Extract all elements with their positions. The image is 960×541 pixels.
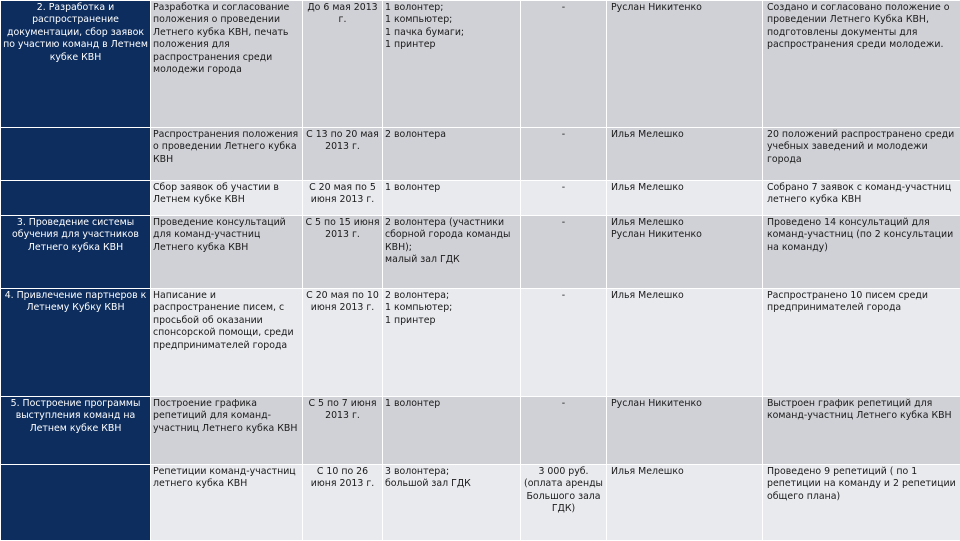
resources-cell: 3 волонтера; большой зал ГДК [383,465,521,541]
cost-cell: - [521,397,607,465]
resources-cell: 2 волонтера [383,128,521,181]
table-row [1,128,960,181]
cost-cell: - [521,181,607,216]
result-cell: Собрано 7 заявок с команд-участниц летнего кубка КВН [763,181,960,216]
responsible-cell: Илья Мелешко [607,181,763,216]
table-row [1,289,960,397]
result-cell: Создано и согласовано положение о проведении Летнего Кубка КВН, подготовлены документы для распространения среди молодежи. [763,1,960,128]
deadline-cell: С 5 по 7 июня 2013 г. [303,397,383,465]
activity-cell: Проведение консультаций для команд-участниц Летнего кубка КВН [151,216,303,289]
result-cell: 20 положений распространено среди учебных заведений и молодежи города [763,128,960,181]
activity-cell: Распространения положения о проведении Летнего кубка КВН [151,128,303,181]
resources-cell: 2 волонтера; 1 компьютер; 1 принтер [383,289,521,397]
stage-cell: 2. Разработка и распространение документации, сбор заявок по участию команд в Летнем кубке КВН [1,1,151,128]
stage-cell: 3. Проведение системы обучения для участников Летнего кубка КВН [1,216,151,289]
deadline-cell: С 20 мая по 5 июня 2013 г. [303,181,383,216]
activity-cell: Разработка и согласование положения о проведении Летнего кубка КВН, печать положения для распространения среди молодежи города [151,1,303,128]
resources-cell: 2 волонтера (участники сборной города команды КВН); малый зал ГДК [383,216,521,289]
table-row [1,181,960,216]
resources-cell: 1 волонтер [383,181,521,216]
result-cell: Проведено 9 репетиций ( по 1 репетиции на команду и 2 репетиции общего плана) [763,465,960,541]
activity-cell: Построение графика репетиций для команд-участниц Летнего кубка КВН [151,397,303,465]
deadline-cell: До 6 мая 2013 г. [303,1,383,128]
table-row [1,465,960,541]
stage-cell: 4. Привлечение партнеров к Летнему Кубку КВН [1,289,151,397]
stage-cell [1,128,151,181]
responsible-cell: Илья Мелешко Руслан Никитенко [607,216,763,289]
activity-cell: Сбор заявок об участии в Летнем кубке КВН [151,181,303,216]
resources-cell: 1 волонтер [383,397,521,465]
deadline-cell: С 10 по 26 июня 2013 г. [303,465,383,541]
cost-cell: - [521,128,607,181]
result-cell: Проведено 14 консультаций для команд-участниц (по 2 консультации на команду) [763,216,960,289]
responsible-cell: Илья Мелешко [607,465,763,541]
deadline-cell: С 20 мая по 10 июня 2013 г. [303,289,383,397]
deadline-cell: С 5 по 15 июня 2013 г. [303,216,383,289]
deadline-cell: С 13 по 20 мая 2013 г. [303,128,383,181]
responsible-cell: Руслан Никитенко [607,1,763,128]
stage-cell [1,465,151,541]
cost-cell: - [521,216,607,289]
cost-cell: 3 000 руб. (оплата аренды Большого зала ГДК) [521,465,607,541]
table-row [1,397,960,465]
responsible-cell: Руслан Никитенко [607,397,763,465]
table-row [1,1,960,128]
resources-cell: 1 волонтер; 1 компьютер; 1 пачка бумаги; 1 принтер [383,1,521,128]
responsible-cell: Илья Мелешко [607,289,763,397]
result-cell: Распространено 10 писем среди предпринимателей города [763,289,960,397]
stage-cell: 5. Построение программы выступления команд на Летнем кубке КВН [1,397,151,465]
cost-cell: - [521,1,607,128]
table-row [1,216,960,289]
cost-cell: - [521,289,607,397]
result-cell: Выстроен график репетиций для команд-участниц Летнего кубка КВН [763,397,960,465]
responsible-cell: Илья Мелешко [607,128,763,181]
stage-cell [1,181,151,216]
activity-cell: Написание и распространение писем, с просьбой об оказании спонсорской помощи, среди предпринимателей города [151,289,303,397]
activity-cell: Репетиции команд-участниц летнего кубка КВН [151,465,303,541]
